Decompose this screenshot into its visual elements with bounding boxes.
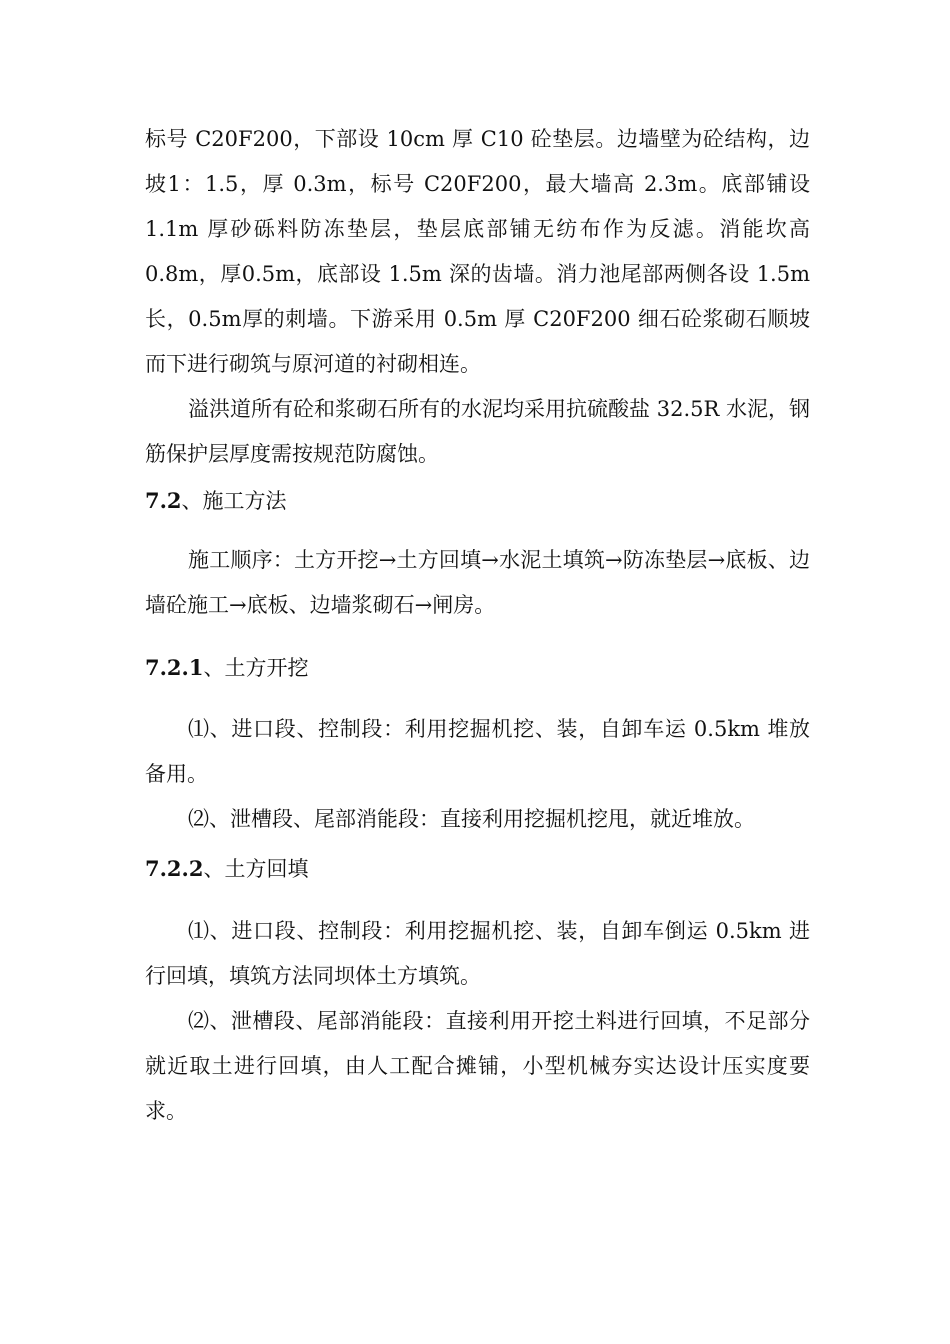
paragraph-backfill-chute: ⑵、泄槽段、尾部消能段：直接利用开挖土料进行回填，不足部分就近取土进行回填，由人工配合摊铺，小型机械夯实达设计压实度要求。	[145, 1009, 810, 1123]
heading-7-2-number: 7.2	[145, 488, 182, 513]
paragraph-backfill-inlet: ⑴、进口段、控制段：利用挖掘机挖、装，自卸车倒运 0.5km 进行回填，填筑方法同坝体土方填筑。	[145, 919, 810, 988]
heading-7-2	[145, 486, 287, 516]
heading-7-2-title: 、施工方法	[181, 489, 287, 513]
paragraph-spillway-structure: 标号 C20F200，下部设 10cm 厚 C10 砼垫层。边墙壁为砼结构，边坡1：1.5，厚 0.3m，标号 C20F200，最大墙高 2.3m。底部铺设 1.1m 厚砂砾料防冻垫层，垫层底部铺无纺布作为反滤。消能坎高 0.8m，厚0.5m，底部设 1.5m 深的齿墙。消力池尾部两侧各设 1.5m 长，0.5m厚的刺墙。下游采用 0.5m 厚 C20F200 细石砼浆砌石顺坡而下进行砌筑与原河道的衬砌相连。	[145, 127, 810, 376]
paragraph-cement-requirement: 溢洪道所有砼和浆砌石所有的水泥均采用抗硫酸盐 32.5R 水泥，钢筋保护层厚度需按规范防腐蚀。	[145, 397, 810, 466]
paragraph-construction-sequence: 施工顺序：土方开挖→土方回填→水泥土填筑→防冻垫层→底板、边墙砼施工→底板、边墙浆砌石→闸房。	[145, 548, 810, 617]
heading-7-2-2	[145, 854, 308, 884]
paragraph-excavation-inlet: ⑴、进口段、控制段：利用挖掘机挖、装，自卸车运 0.5km 堆放备用。	[145, 717, 810, 786]
heading-7-2-2-number: 7.2.2	[145, 856, 204, 881]
heading-7-2-1-number: 7.2.1	[145, 655, 204, 680]
paragraph-excavation-chute: ⑵、泄槽段、尾部消能段：直接利用挖掘机挖甩，就近堆放。	[188, 807, 755, 831]
heading-7-2-1	[145, 653, 308, 683]
heading-7-2-2-title: 、土方回填	[203, 857, 309, 881]
heading-7-2-1-title: 、土方开挖	[203, 656, 309, 680]
